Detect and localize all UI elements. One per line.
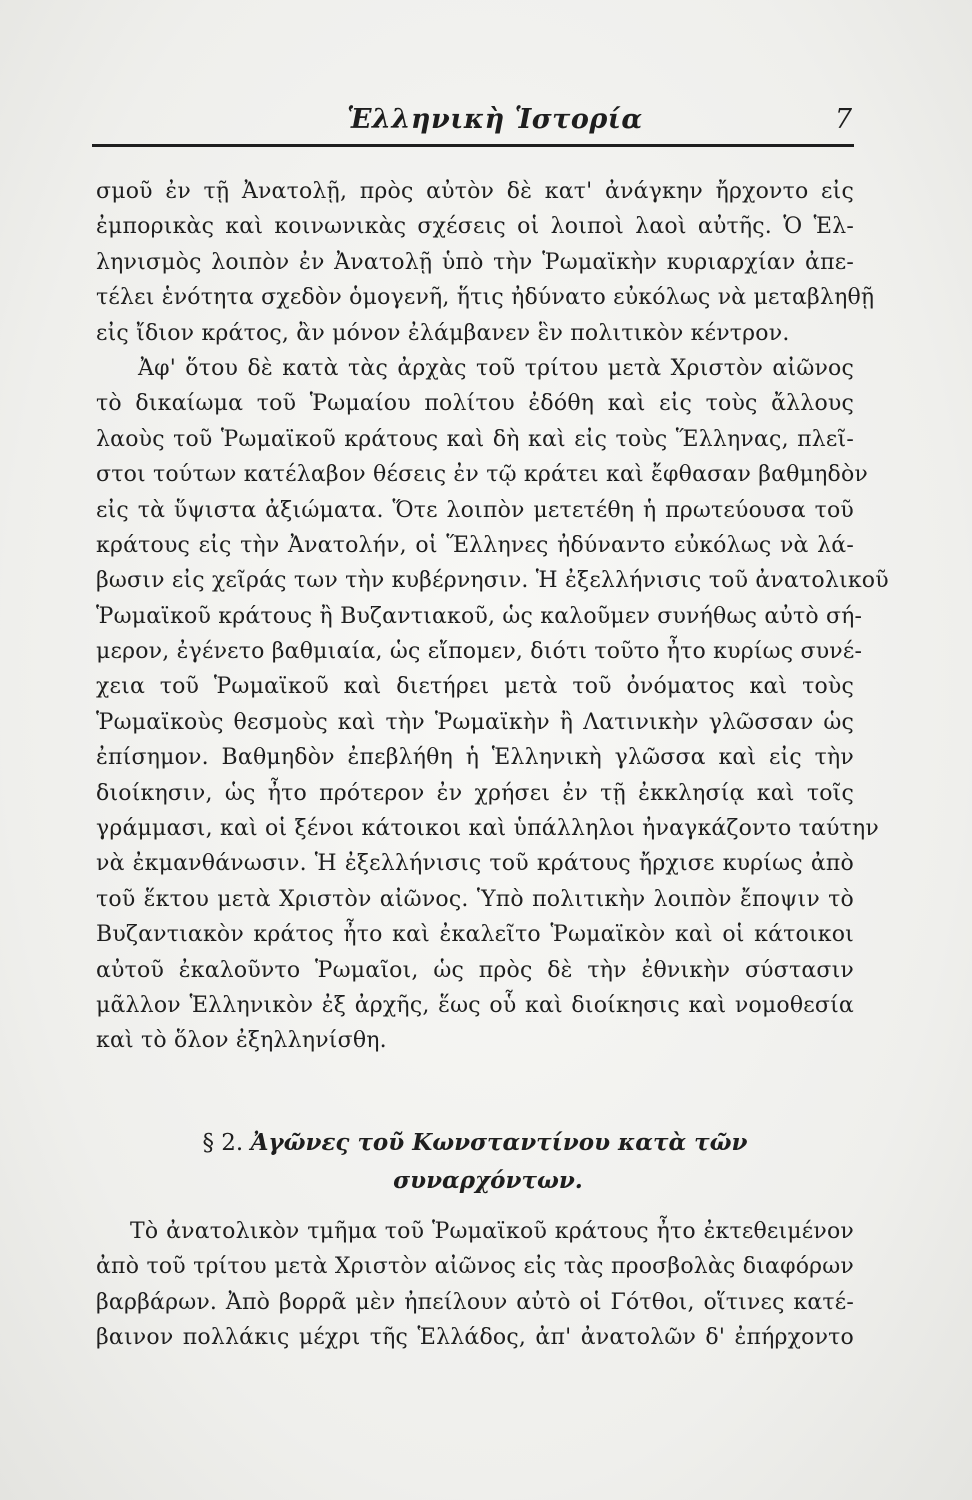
running-title: Ἑλληνικὴ Ἱστορία bbox=[347, 104, 643, 135]
text-line: Βυζαντιακὸν κράτος ἦτο καὶ ἐκαλεῖτο Ῥωμαϊκὸν καὶ οἱ κάτοικοι bbox=[96, 922, 854, 948]
text-line: γράμμασι, καὶ οἱ ξένοι κάτοικοι καὶ ὑπάλληλοι ἠναγκάζοντο ταύτην bbox=[96, 816, 879, 842]
text-line: βαινον πολλάκις μέχρι τῆς Ἑλλάδος, ἀπ' ἀνατολῶν δ' ἐπήρχοντο bbox=[96, 1325, 854, 1351]
text-line: μᾶλλον Ἑλληνικὸν ἐξ ἀρχῆς, ἕως οὗ καὶ διοίκησις καὶ νομοθεσία bbox=[96, 992, 854, 1018]
text-line: σμοῦ ἐν τῇ Ἀνατολῇ, πρὸς αὐτὸν δὲ κατ' ἀνάγκην ἤρχοντο εἰς bbox=[96, 179, 854, 204]
text-line: ἐμπορικὰς καὶ κοινωνικὰς σχέσεις οἱ λοιποὶ λαοὶ αὐτῆς. Ὁ Ἑλ- bbox=[96, 214, 854, 240]
main-text bbox=[96, 174, 889, 1059]
page-number: 7 bbox=[834, 104, 852, 135]
text-line: ληνισμὸς λοιπὸν ἐν Ἀνατολῇ ὑπὸ τὴν Ῥωμαϊκὴν κυριαρχίαν ἀπε- bbox=[96, 249, 854, 275]
text-line: εἰς ἴδιον κράτος, ἂν μόνον ἐλάμβανεν ἓν πολιτικὸν κέντρον. bbox=[96, 320, 790, 346]
section-title-line-2: συναρχόντων. bbox=[393, 1167, 583, 1194]
section-title-line-1 bbox=[96, 1124, 854, 1162]
text-line: νὰ ἐκμανθάνωσιν. Ἡ ἐξελλήνισις τοῦ κράτους ἤρχισε κυρίως ἀπὸ bbox=[96, 851, 854, 877]
section-number: § 2. bbox=[202, 1130, 244, 1156]
text-line: τέλει ἑνότητα σχεδὸν ὁμογενῆ, ἥτις ἠδύνατο εὐκόλως νὰ μεταβληθῇ bbox=[96, 285, 875, 311]
text-line: μερον, ἐγένετο βαθμιαία, ὡς εἴπομεν, διότι τοῦτο ἦτο κυρίως συνέ- bbox=[96, 639, 863, 665]
text-line: καὶ τὸ ὅλον ἐξηλληνίσθη. bbox=[96, 1028, 387, 1054]
text-line: βωσιν εἰς χεῖράς των τὴν κυβέρνησιν. Ἡ ἐξελλήνισις τοῦ ἀνατολικοῦ bbox=[96, 568, 889, 594]
text-line: χεια τοῦ Ῥωμαϊκοῦ καὶ διετήρει μετὰ τοῦ ὀνόματος καὶ τοὺς bbox=[96, 674, 854, 700]
text-line: λαοὺς τοῦ Ῥωμαϊκοῦ κράτους καὶ δὴ καὶ εἰς τοὺς Ἕλληνας, πλεῖ- bbox=[96, 426, 854, 452]
text-line: εἰς τὰ ὕψιστα ἀξιώματα. Ὅτε λοιπὸν μετετέθη ἡ πρωτεύουσα τοῦ bbox=[96, 497, 854, 523]
text-line: βαρβάρων. Ἀπὸ βορρᾶ μὲν ἠπείλουν αὐτὸ οἱ Γότθοι, οἵτινες κατέ- bbox=[96, 1289, 854, 1315]
page-header bbox=[92, 104, 854, 144]
section-text bbox=[96, 1214, 854, 1356]
section-title: Ἀγῶνες τοῦ Κωνσταντίνου κατὰ τῶν bbox=[250, 1129, 748, 1156]
header-rule bbox=[92, 144, 854, 147]
text-line: τὸ δικαίωμα τοῦ Ῥωμαίου πολίτου ἐδόθη καὶ εἰς τοὺς ἄλλους bbox=[96, 391, 854, 417]
text-line: κράτους εἰς τὴν Ἀνατολήν, οἱ Ἕλληνες ἠδύναντο εὐκόλως νὰ λά- bbox=[96, 532, 854, 558]
section-heading bbox=[96, 1124, 854, 1200]
text-line: Τὸ ἀνατολικὸν τμῆμα τοῦ Ῥωμαϊκοῦ κράτους ἦτο ἐκτεθειμένον bbox=[130, 1219, 854, 1244]
text-line: αὐτοῦ ἐκαλοῦντο Ῥωμαῖοι, ὡς πρὸς δὲ τὴν ἐθνικὴν σύστασιν bbox=[96, 957, 854, 983]
text-line: Ἀφ' ὅτου δὲ κατὰ τὰς ἀρχὰς τοῦ τρίτου μετὰ Χριστὸν αἰῶνος bbox=[138, 355, 854, 381]
text-line: διοίκησιν, ὡς ἦτο πρότερον ἐν χρήσει ἐν τῇ ἐκκλησίᾳ καὶ τοῖς bbox=[96, 780, 854, 806]
text-line: στοι τούτων κατέλαβον θέσεις ἐν τῷ κράτει καὶ ἔφθασαν βαθμηδὸν bbox=[96, 462, 868, 488]
text-line: ἀπὸ τοῦ τρίτου μετὰ Χριστὸν αἰῶνος εἰς τὰς προσβολὰς διαφόρων bbox=[96, 1254, 854, 1280]
text-line: ἐπίσημον. Βαθμηδὸν ἐπεβλήθη ἡ Ἑλληνικὴ γλῶσσα καὶ εἰς τὴν bbox=[96, 745, 854, 771]
text-line: Ῥωμαϊκοὺς θεσμοὺς καὶ τὴν Ῥωμαϊκὴν ἢ Λατινικὴν γλῶσσαν ὡς bbox=[96, 709, 854, 735]
text-line: τοῦ ἕκτου μετὰ Χριστὸν αἰῶνος. Ὑπὸ πολιτικὴν λοιπὸν ἔποψιν τὸ bbox=[96, 886, 854, 912]
text-line: Ῥωμαϊκοῦ κράτους ἢ Βυζαντιακοῦ, ὡς καλοῦμεν συνήθως αὐτὸ σή- bbox=[96, 603, 863, 629]
